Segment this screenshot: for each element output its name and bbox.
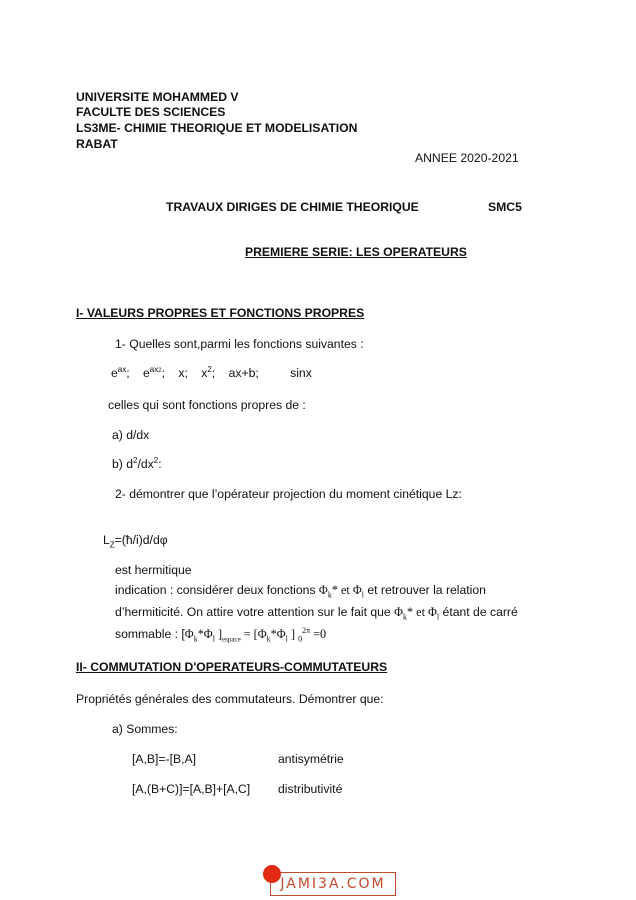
document-title: TRAVAUX DIRIGES DE CHIMIE THEORIQUE — [166, 200, 419, 214]
section2-heading: II- COMMUTATION D'OPERATEURS-COMMUTATEURS — [76, 660, 388, 674]
course-code: SMC5 — [488, 200, 522, 214]
function-x2: $x^2$; — [201, 364, 216, 380]
question-1: 1- Quelles sont,parmi les fonctions suivantes : — [115, 337, 364, 351]
series-title: PREMIERE SERIE: LES OPERATEURS — [245, 245, 467, 259]
function-exp-ax2: $e^{ax2}$; — [143, 364, 165, 380]
function-sin: sinx — [290, 366, 312, 380]
jami3a-watermark-logo — [270, 872, 396, 896]
faculty-name: FACULTE DES SCIENCES — [76, 105, 226, 119]
section2-intro: Propriétés générales des commutateurs. Démontrer que: — [76, 692, 384, 706]
academic-year: ANNEE 2020-2021 — [415, 151, 519, 165]
rule-distributivity-name: distributivité — [278, 782, 343, 796]
program-name: LS3ME- CHIMIE THEORIQUE ET MODELISATION — [76, 121, 358, 135]
university-name: UNIVERSITE MOHAMMED V — [76, 90, 239, 104]
sub-a-sommes: a) Sommes: — [112, 722, 178, 736]
watermark-text: JAMI3A.COM — [280, 876, 386, 892]
function-x: x; — [178, 366, 188, 380]
operator-a: a) d/dx — [112, 428, 150, 442]
indication-line-2: d’hermiticité. On attire votre attention sur le fait que $\Phi_k*$ et $\Phi_l$ étant de carré — [115, 605, 518, 622]
question-2: 2- démontrer que l’opérateur projection du moment cinétique Lz: — [115, 487, 462, 501]
rule-distributivity: [A,(B+C)]=[A,B]+[A,C] — [132, 782, 251, 796]
rule-antisymmetry: [A,B]=-[B,A] — [132, 752, 197, 766]
section1-heading: I- VALEURS PROPRES ET FONCTIONS PROPRES — [76, 306, 365, 320]
which-operators: celles qui sont fonctions propres de : — [108, 398, 306, 412]
rule-antisymmetry-name: antisymétrie — [278, 752, 344, 766]
city-name: RABAT — [76, 137, 118, 151]
lz-operator: $L_Z=(ħ/i)d/d\varphi$ — [103, 533, 168, 550]
red-dot-icon — [263, 865, 281, 883]
operator-b: b) $d^2/dx^2$: — [112, 455, 162, 471]
function-affine: ax+b; — [228, 366, 259, 380]
sommable-line: sommable : [$\Phi_k*\Phi_l$ ]$_{espace} = [\Phi_k*\Phi_l$ ] $_0^{2\pi}$ =0 — [115, 625, 327, 644]
hermitian-statement: est hermitique — [115, 563, 192, 577]
indication-line-1: indication : considérer deux fonctions $\Phi_k*$ et $\Phi_l$ et retrouver la relation — [115, 583, 486, 600]
function-list — [111, 366, 312, 380]
function-exp-ax: $e^{ax}$; — [111, 364, 130, 380]
